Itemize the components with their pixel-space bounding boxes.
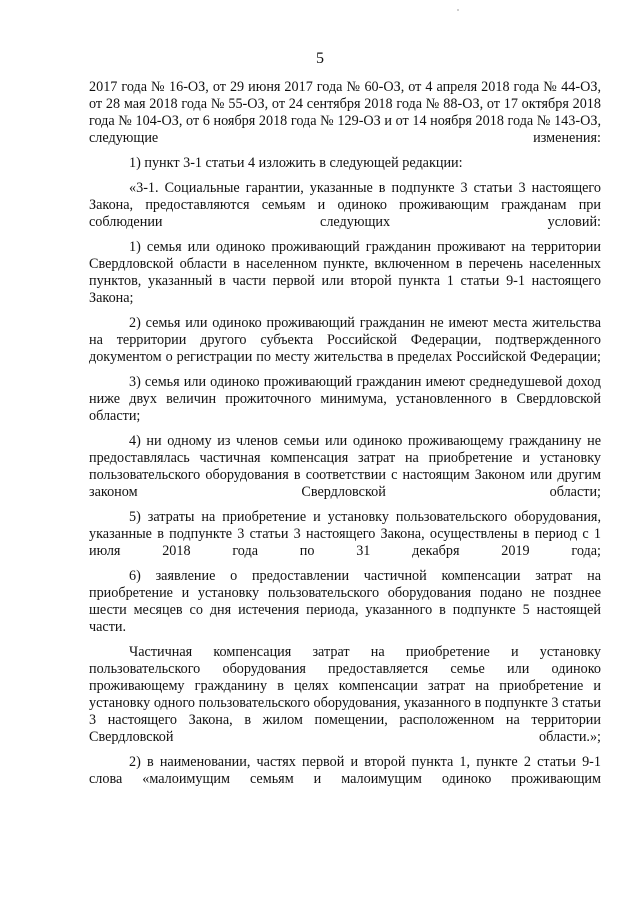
paragraph-condition-5: 5) затраты на приобретение и установку пользовательского оборудования, указанные в подпункте 3 статьи 3 настоящего Закона, осуществлены в период с 1 июля 2018 года по 31 декабря 2019 года; [89, 509, 601, 559]
paragraph-item-1-heading: 1) пункт 3-1 статьи 4 изложить в следующей редакции: [129, 155, 463, 171]
paragraph-compensation: Частичная компенсация затрат на приобретение и установку пользовательского оборудования предоставляется семье или одиноко проживающему гражданину в целях компенсации затрат на приобретение и установку одного пользовательского оборудования, указанного в подпункте 3 статьи 3 настоящего Закона, в жилом помещении, расположенном на территории Свердловской области.»; [89, 644, 601, 745]
paragraph-condition-1: 1) семья или одиноко проживающий гражданин проживают на территории Свердловской области в населенном пункте, включенном в перечень населенных пунктов, указанный в части первой или второй пункта 1 статьи 9-1 настоящего Закона; [89, 239, 601, 306]
paragraph-item-2: 2) в наименовании, частях первой и второй пункта 1, пункте 2 статьи 9-1 слова «малоимущим семьям и малоимущим одиноко проживающим [89, 754, 601, 787]
paragraph-condition-2: 2) семья или одиноко проживающий гражданин не имеют места жительства на территории другого субъекта Российской Федерации, подтвержденного документом о регистрации по месту жительства в пределах Российской Федерации; [89, 315, 601, 365]
document-body [89, 79, 601, 796]
paragraph-intro-continuation: 2017 года № 16-ОЗ, от 29 июня 2017 года № 60-ОЗ, от 4 апреля 2018 года № 44-ОЗ, от 28 мая 2018 года № 55-ОЗ, от 24 сентября 2018 года № 88-ОЗ, от 17 октября 2018 года № 104-ОЗ, от 6 ноября 2018 года № 129-ОЗ и от 14 ноября 2018 года № 143-ОЗ, следующие изменения: [89, 79, 601, 146]
paragraph-section-3-1: «3-1. Социальные гарантии, указанные в подпункте 3 статьи 3 настоящего Закона, предоставляются семьям и одиноко проживающим гражданам при соблюдении следующих условий: [89, 180, 601, 230]
page-number: 5 [316, 50, 324, 67]
scan-speck [457, 9, 459, 11]
paragraph-condition-6: 6) заявление о предоставлении частичной компенсации затрат на приобретение и установку пользовательского оборудования подано не позднее шести месяцев со дня истечения периода, указанного в подпункте 5 настоящей части. [89, 568, 601, 635]
paragraph-condition-3: 3) семья или одиноко проживающий гражданин имеют среднедушевой доход ниже двух величин прожиточного минимума, установленного в Свердловской области; [89, 374, 601, 424]
paragraph-condition-4: 4) ни одному из членов семьи или одиноко проживающему гражданину не предоставлялась частичная компенсация затрат на приобретение и установку пользовательского оборудования в соответствии с настоящим Законом или другим законом Свердловской области; [89, 433, 601, 500]
